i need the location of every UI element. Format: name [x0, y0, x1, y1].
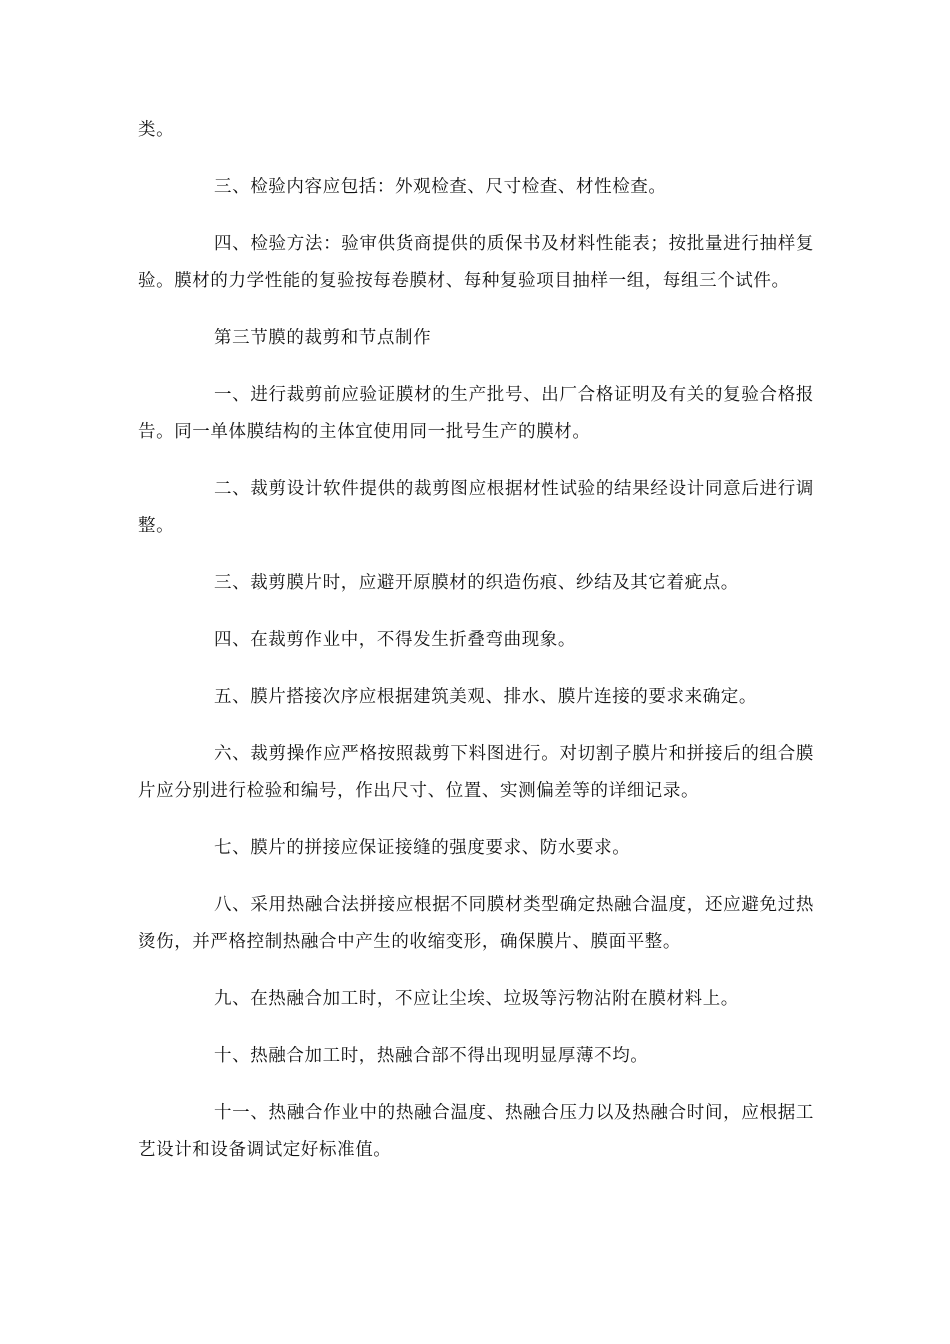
paragraph-item-1: 一、进行裁剪前应验证膜材的生产批号、出厂合格证明及有关的复验合格报告。同一单体膜结构的主体宜使用同一批号生产的膜材。 [138, 385, 814, 442]
paragraph-inspection-method: 四、检验方法：验审供货商提供的质保书及材料性能表；按批量进行抽样复验。膜材的力学性能的复验按每卷膜材、每种复验项目抽样一组，每组三个试件。 [138, 234, 814, 291]
paragraph-item-8: 八、采用热融合法拼接应根据不同膜材类型确定热融合温度，还应避免过热烫伤，并严格控制热融合中产生的收缩变形，确保膜片、膜面平整。 [138, 895, 814, 952]
paragraph-continuation: 类。 [138, 120, 175, 140]
paragraph-item-2: 二、裁剪设计软件提供的裁剪图应根据材性试验的结果经设计同意后进行调整。 [138, 479, 814, 536]
section-heading: 第三节膜的裁剪和节点制作 [214, 328, 432, 348]
paragraph-item-10: 十、热融合加工时，热融合部不得出现明显厚薄不均。 [214, 1046, 649, 1066]
paragraph-item-6: 六、裁剪操作应严格按照裁剪下料图进行。对切割子膜片和拼接后的组合膜片应分别进行检验和编号，作出尺寸、位置、实测偏差等的详细记录。 [138, 744, 814, 801]
paragraph-item-4: 四、在裁剪作业中，不得发生折叠弯曲现象。 [214, 630, 576, 650]
paragraph-item-5: 五、膜片搭接次序应根据建筑美观、排水、膜片连接的要求来确定。 [214, 687, 757, 707]
paragraph-item-9: 九、在热融合加工时，不应让尘埃、垃圾等污物沾附在膜材料上。 [214, 989, 739, 1009]
paragraph-item-3: 三、裁剪膜片时，应避开原膜材的织造伤痕、纱结及其它着疵点。 [214, 573, 739, 593]
paragraph-inspection-content: 三、检验内容应包括：外观检查、尺寸检查、材性检查。 [214, 177, 667, 197]
paragraph-item-11: 十一、热融合作业中的热融合温度、热融合压力以及热融合时间，应根据工艺设计和设备调试定好标准值。 [138, 1103, 814, 1160]
paragraph-item-7: 七、膜片的拼接应保证接缝的强度要求、防水要求。 [214, 838, 631, 858]
document-body [138, 112, 814, 1189]
